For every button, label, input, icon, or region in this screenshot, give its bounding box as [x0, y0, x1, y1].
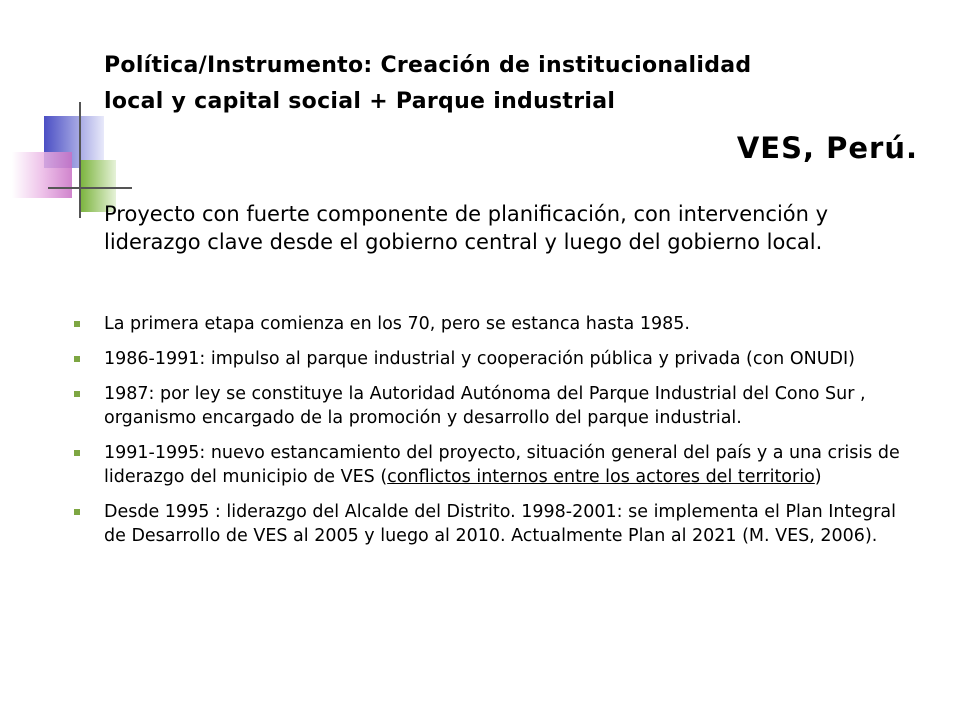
bullet-item: 1987: por ley se constituye la Autoridad Autónoma del Parque Industrial del Cono Sur , organismo encargado de la promoción y desarrollo del parque industrial.: [104, 382, 904, 430]
title-line-2: local y capital social + Parque industrial: [104, 89, 616, 114]
bullet-list: [104, 312, 904, 559]
bullet-item: Desde 1995 : liderazgo del Alcalde del Distrito. 1998-2001: se implementa el Plan Integral de Desarrollo de VES al 2005 y luego al 2010. Actualmente Plan al 2021 (M. VES, 2006).: [104, 500, 904, 548]
slide-subtitle: VES, Perú.: [736, 131, 918, 165]
slide-title: [104, 48, 751, 120]
title-line-1: Política/Instrumento: Creación de institucionalidad: [104, 53, 752, 78]
bullet-text: 1991-1995: nuevo estancamiento del proyecto, situación general del país y a una crisis de liderazgo del municipio de VES (: [104, 443, 900, 487]
intro-paragraph: Proyecto con fuerte componente de planificación, con intervención y liderazgo clave desde el gobierno central y luego del gobierno local.: [104, 202, 829, 254]
bullet-item: La primera etapa comienza en los 70, pero se estanca hasta 1985.: [104, 312, 904, 336]
pink-square: [12, 152, 72, 198]
bullet-text-end: ): [814, 467, 822, 487]
bullet-item: 1986-1991: impulso al parque industrial y cooperación pública y privada (con ONUDI): [104, 347, 904, 371]
underlined-text: conflictos internos entre los actores del territorio: [387, 467, 815, 487]
bullet-item: [104, 441, 904, 489]
